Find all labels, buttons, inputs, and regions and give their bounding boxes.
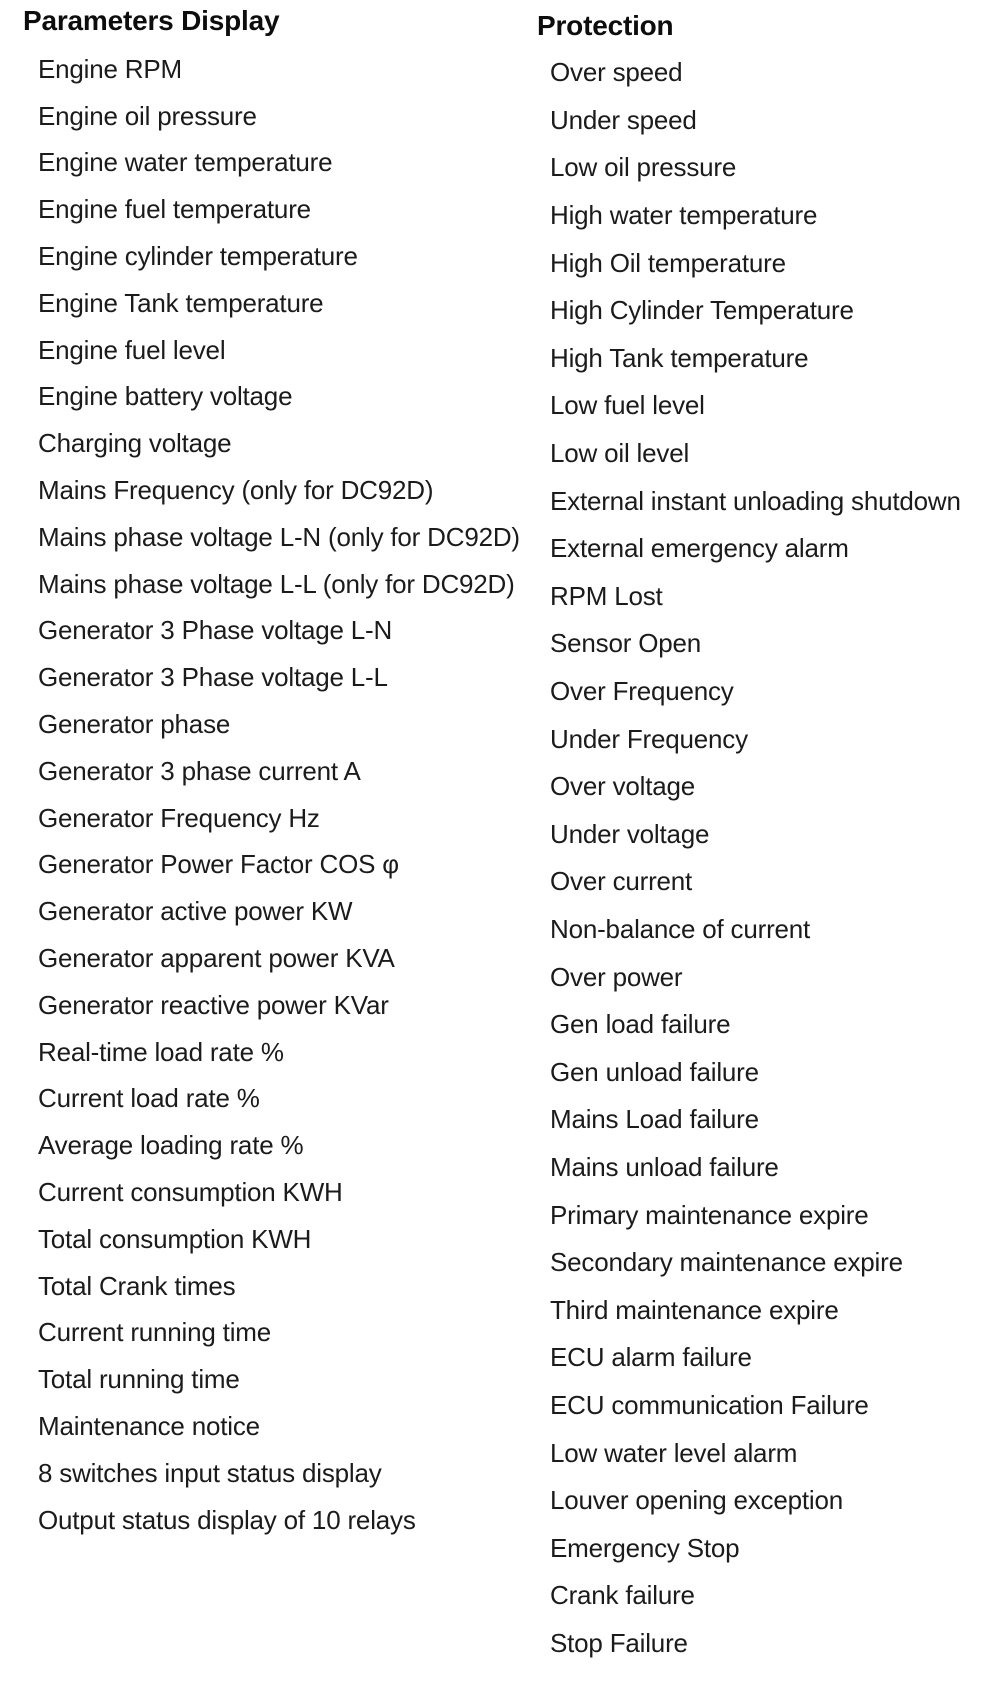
parameters-display-heading: Parameters Display xyxy=(23,5,280,36)
list-item: ECU alarm failure xyxy=(550,1342,752,1373)
list-item: Engine cylinder temperature xyxy=(38,241,358,272)
list-item: High water temperature xyxy=(550,200,818,231)
list-item: Secondary maintenance expire xyxy=(550,1247,903,1278)
list-item: Current running time xyxy=(38,1317,271,1348)
list-item: ECU communication Failure xyxy=(550,1389,869,1420)
list-item: Stop Failure xyxy=(550,1627,688,1658)
list-item: External instant unloading shutdown xyxy=(550,485,961,516)
list-item: Mains unload failure xyxy=(550,1151,779,1182)
list-item: Charging voltage xyxy=(38,428,232,459)
list-item: Over Frequency xyxy=(550,676,734,707)
list-item: Current load rate % xyxy=(38,1083,260,1114)
list-item: Generator phase xyxy=(38,709,231,740)
list-item: Low oil pressure xyxy=(550,152,737,183)
list-item: Low fuel level xyxy=(550,390,705,421)
list-item: RPM Lost xyxy=(550,580,663,611)
list-item: Over power xyxy=(550,961,683,992)
list-item: Primary maintenance expire xyxy=(550,1199,869,1230)
list-item: Generator reactive power KVar xyxy=(38,989,389,1020)
list-item: External emergency alarm xyxy=(550,533,849,564)
list-item: High Tank temperature xyxy=(550,342,809,373)
list-item: Engine oil pressure xyxy=(38,100,257,131)
list-item: Over current xyxy=(550,866,693,897)
list-item: Low water level alarm xyxy=(550,1437,798,1468)
list-item: Generator apparent power KVA xyxy=(38,943,395,974)
list-item: Emergency Stop xyxy=(550,1532,740,1563)
list-item: Mains phase voltage L-N (only for DC92D) xyxy=(38,521,520,552)
list-item: Generator 3 Phase voltage L-N xyxy=(38,615,393,646)
list-item: Gen load failure xyxy=(550,1009,731,1040)
list-item: Real-time load rate % xyxy=(38,1036,284,1067)
list-item: Under Frequency xyxy=(550,723,748,754)
list-item: Generator Frequency Hz xyxy=(38,802,320,833)
list-item: Output status display of 10 relays xyxy=(38,1504,416,1535)
list-item: Crank failure xyxy=(550,1580,695,1611)
list-item: Engine water temperature xyxy=(38,147,333,178)
parameters-display-list xyxy=(38,46,520,1544)
list-item: Generator Power Factor COS φ xyxy=(38,849,399,880)
list-item: Generator active power KW xyxy=(38,896,353,927)
list-item: Total Crank times xyxy=(38,1270,236,1301)
list-item: 8 switches input status display xyxy=(38,1457,382,1488)
list-item: Sensor Open xyxy=(550,628,702,659)
list-item: Mains phase voltage L-L (only for DC92D) xyxy=(38,568,515,599)
list-item: Generator 3 phase current A xyxy=(38,755,361,786)
list-item: Engine fuel temperature xyxy=(38,194,311,225)
list-item: Engine RPM xyxy=(38,53,182,84)
list-item: Engine battery voltage xyxy=(38,381,293,412)
list-item: Mains Load failure xyxy=(550,1104,759,1135)
list-item: Low oil level xyxy=(550,438,690,469)
list-item: Total consumption KWH xyxy=(38,1223,312,1254)
list-item: Over voltage xyxy=(550,771,696,802)
list-item: Generator 3 Phase voltage L-L xyxy=(38,662,388,693)
list-item: Over speed xyxy=(550,57,683,88)
list-item: Engine fuel level xyxy=(38,334,226,365)
list-item: High Cylinder Temperature xyxy=(550,295,854,326)
list-item: Maintenance notice xyxy=(38,1411,260,1441)
list-item: Non-balance of current xyxy=(550,913,811,944)
protection-heading: Protection xyxy=(537,10,674,41)
list-item: Current consumption KWH xyxy=(38,1177,343,1208)
list-item: Under voltage xyxy=(550,818,710,849)
list-item: Average loading rate % xyxy=(38,1130,304,1161)
list-item: High Oil temperature xyxy=(550,247,786,278)
list-item: Third maintenance expire xyxy=(550,1294,839,1325)
protection-list xyxy=(550,49,961,1667)
list-item: Louver opening exception xyxy=(550,1485,843,1516)
list-item: Engine Tank temperature xyxy=(38,287,324,318)
list-item: Under speed xyxy=(550,104,697,135)
list-item: Total running time xyxy=(38,1364,240,1395)
list-item: Mains Frequency (only for DC92D) xyxy=(38,475,434,506)
list-item: Gen unload failure xyxy=(550,1056,759,1087)
